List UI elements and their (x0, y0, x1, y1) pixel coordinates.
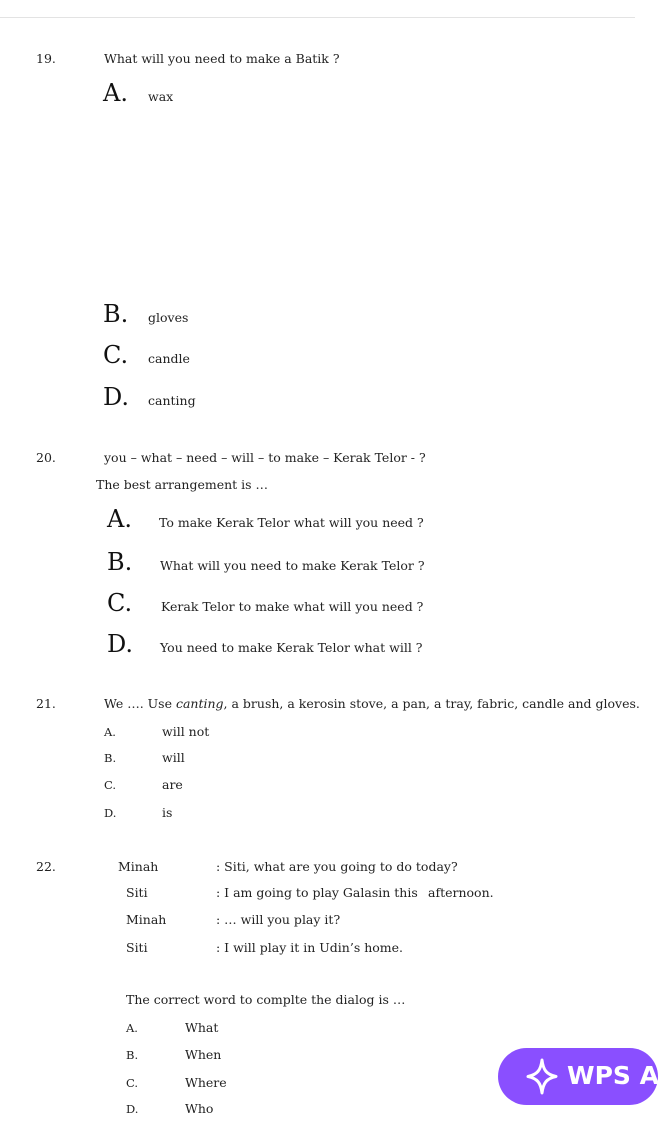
q22-option-d-letter: D. (126, 1102, 139, 1116)
q22-option-d-text[interactable]: Who (185, 1101, 214, 1116)
q20-prompt: The best arrangement is … (96, 477, 269, 492)
q22-dialog-speaker-1: Minah (118, 859, 159, 874)
q20-option-a-text[interactable]: To make Kerak Telor what will you need ? (159, 515, 424, 530)
q22-dialog-line-4: : I will play it in Udin’s home. (216, 940, 404, 955)
q21-question (104, 696, 640, 712)
q21-option-d-letter: D. (104, 806, 117, 820)
q19-option-a-letter: A. (103, 79, 128, 107)
q20-option-c-text[interactable]: Kerak Telor to make what will you need ? (161, 599, 424, 614)
q19-option-c-text[interactable]: candle (148, 351, 190, 366)
q21-number: 21. (36, 696, 56, 711)
q19-question: What will you need to make a Batik ? (104, 51, 340, 66)
q22-dialog-line-2-extra: afternoon. (428, 885, 494, 900)
q19-option-a-text[interactable]: wax (148, 89, 174, 104)
q19-option-c-letter: C. (103, 341, 129, 369)
q21-option-b-text[interactable]: will (162, 750, 185, 765)
q19-option-d-text[interactable]: canting (148, 393, 196, 408)
q22-number: 22. (36, 859, 56, 874)
q20-option-b-letter: B. (107, 548, 133, 576)
q20-number: 20. (36, 450, 56, 465)
q22-option-a-letter: A. (126, 1021, 138, 1035)
q19-number: 19. (36, 51, 56, 66)
q21-question-italic: canting (175, 696, 224, 711)
page-top-divider (0, 17, 635, 18)
q21-option-b-letter: B. (104, 751, 117, 765)
q19-option-b-text[interactable]: gloves (148, 310, 189, 325)
sparkle-icon (526, 1058, 558, 1095)
q21-option-c-text[interactable]: are (162, 777, 183, 792)
q22-dialog-line-3: : … will you play it? (216, 912, 341, 927)
q20-question: you – what – need – will – to make – Kerak Telor - ? (104, 450, 426, 465)
q20-option-d-letter: D. (107, 630, 134, 658)
q22-dialog-line-1: : Siti, what are you going to do today? (216, 859, 458, 874)
wps-ai-button[interactable] (498, 1048, 658, 1105)
q20-option-b-text[interactable]: What will you need to make Kerak Telor ? (160, 558, 425, 573)
q22-option-a-text[interactable]: What (185, 1020, 219, 1035)
q21-question-start: We …. Use (104, 696, 176, 711)
wps-ai-label: WPS A (567, 1061, 659, 1090)
q22-option-b-text[interactable]: When (185, 1047, 222, 1062)
q21-question-end: , a brush, a kerosin stove, a pan, a tray, fabric, candle and gloves. (223, 696, 640, 711)
q21-option-c-letter: C. (104, 778, 117, 792)
q22-prompt: The correct word to complte the dialog is … (126, 992, 406, 1007)
q20-option-d-text[interactable]: You need to make Kerak Telor what will ? (160, 640, 423, 655)
q22-option-c-text[interactable]: Where (185, 1075, 227, 1090)
q22-option-c-letter: C. (126, 1076, 139, 1090)
q22-dialog-line-2: : I am going to play Galasin this (216, 885, 418, 900)
q22-dialog-speaker-4: Siti (126, 940, 148, 955)
q21-option-a-letter: A. (104, 725, 116, 739)
q21-option-a-text[interactable]: will not (162, 724, 210, 739)
q19-option-b-letter: B. (103, 300, 129, 328)
q20-option-a-letter: A. (107, 505, 132, 533)
q22-option-b-letter: B. (126, 1048, 139, 1062)
q22-dialog-speaker-2: Siti (126, 885, 148, 900)
q22-dialog-speaker-3: Minah (126, 912, 167, 927)
q19-option-d-letter: D. (103, 383, 130, 411)
q20-option-c-letter: C. (107, 589, 133, 617)
q21-option-d-text[interactable]: is (162, 805, 173, 820)
